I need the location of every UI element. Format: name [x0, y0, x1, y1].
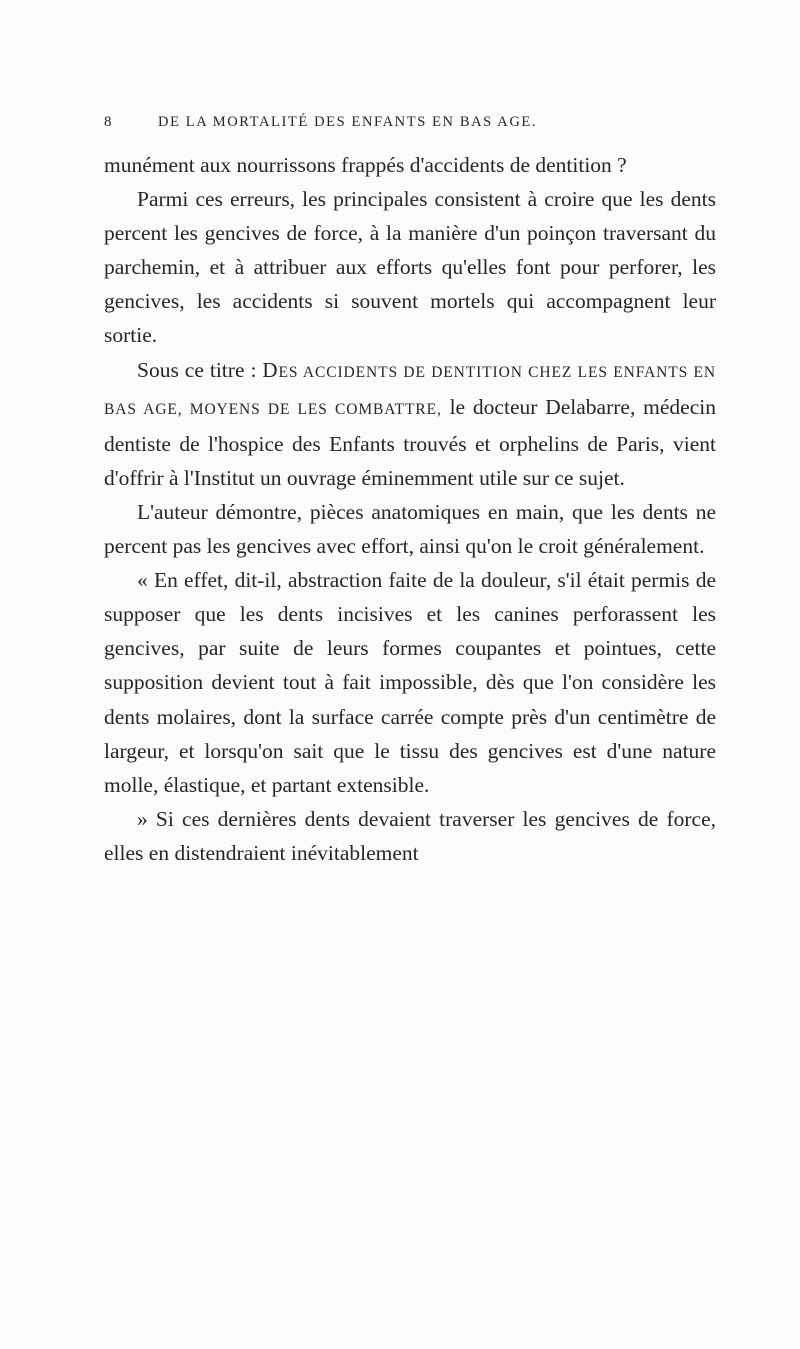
paragraph-1: munément aux nourrissons frappés d'accidents de dentition ? [104, 153, 627, 177]
paragraph-3-lead: Sous ce titre : [137, 357, 263, 382]
paragraph-5: « En effet, dit-il, abstraction faite de la douleur, s'il était permis de supposer que les dents incisives et les canines perforassent les gencives, par suite de leurs formes coupantes et pointues, cette supposition devient tout à fait impossible, dès que l'on considère les dents molaires, dont la surface carrée compte près d'un centimètre de largeur, et lorsqu'on sait que le tissu des gencives est d'une nature molle, élastique, et partant extensible. [104, 568, 716, 797]
paragraph-3-tail: le docteur Delabarre, médecin dentiste de l'hospice des Enfants trouvés et orphelins de Paris, vient d'offrir à l'Institut un ouvrage éminemment utile sur ce sujet. [104, 394, 716, 490]
running-header [104, 114, 716, 148]
book-page [104, 114, 716, 870]
book-title-rest: ES ACCIDENTS DE DENTITION CHEZ LES ENFANTS EN BAS AGE, MOYENS DE LES COMBATTRE, [104, 363, 716, 418]
page-number: 8 [104, 114, 114, 130]
body-text [104, 148, 716, 870]
paragraph-3 [104, 353, 716, 495]
running-title: DE LA MORTALITÉ DES ENFANTS EN BAS AGE. [158, 114, 538, 130]
paragraph-6: » Si ces dernières dents devaient traverser les gencives de force, elles en distendraient inévitablement [104, 806, 716, 865]
book-title-initial: D [262, 357, 279, 382]
paragraph-2: Parmi ces erreurs, les principales consistent à croire que les dents percent les gencives de force, à la manière d'un poinçon traversant du parchemin, et à attribuer aux efforts qu'elles font pour perforer, les gencives, les accidents si souvent mortels qui accompagnent leur sortie. [104, 187, 716, 348]
paragraph-4: L'auteur démontre, pièces anatomiques en main, que les dents ne percent pas les gencives avec effort, ainsi qu'on le croit généralement. [104, 499, 716, 559]
